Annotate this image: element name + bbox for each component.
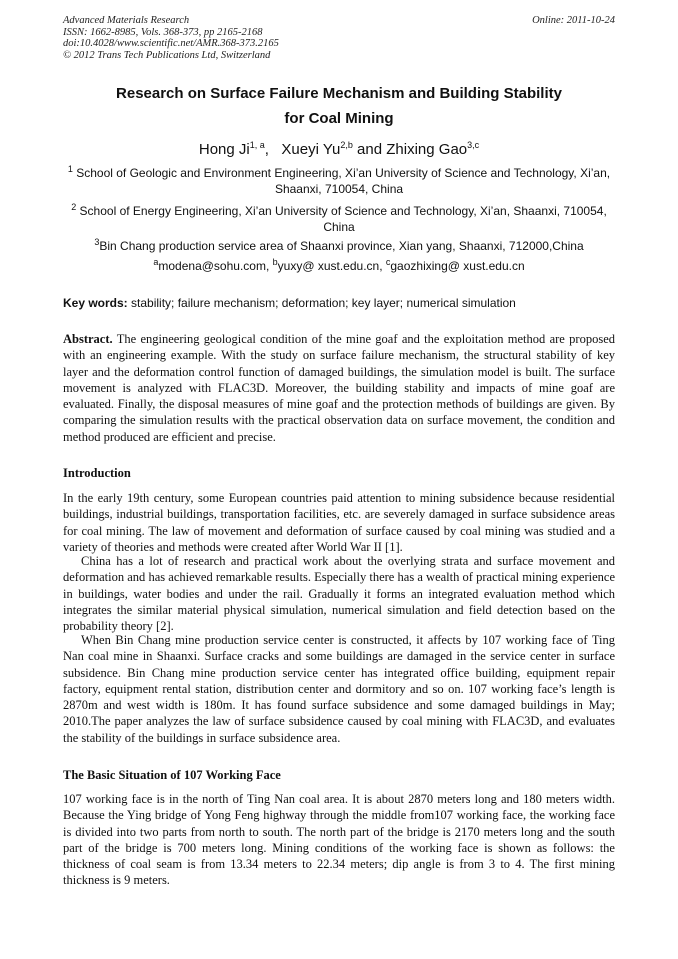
journal-doi[interactable]: doi:10.4028/www.scientific.net/AMR.368-373.2165	[63, 38, 279, 49]
email-address[interactable]: yuxy@ xust.edu.cn,	[277, 259, 386, 273]
intro-paragraph-2: China has a lot of research and practical work about the overlying strata and surface movement and deformation and has achieved remarkable results. Especially there has a wealth of practical mining experience in buildings, water bodies and under the rail. Gradually it forms an integrated evaluation method which integrates the similar material physical simulation, numerical simulation and field detection based on the probability theory [2].	[63, 554, 615, 634]
journal-name: Advanced Materials Research	[63, 15, 190, 26]
email-address[interactable]: gaozhixing@ xust.edu.cn	[390, 259, 525, 273]
affiliation-mark: 1	[67, 164, 73, 174]
author-name: Zhixing Gao	[386, 141, 468, 158]
email-list	[63, 258, 615, 274]
author-list	[63, 141, 615, 159]
paper-title	[63, 81, 615, 131]
intro-paragraph-3: When Bin Chang mine production service center is constructed, it affects by 107 working face of Ting Nan coal mine in Shaanxi. Surface cracks and some buildings are damaged in the service center in surface subsidence. Bin Chang mine production service center has integrated office building, equipment repair factory, equipment rental station, distribution center and dormitory and so on. 107 working face’s length is 2870m and west width is 180m. It has found surface subsidence and some damaged buildings in May; 2010.The paper analyzes the law of surface subsidence caused by coal mining with FLAC3D, and evaluates the stability of the buildings in surface subsidence area.	[63, 633, 615, 745]
intro-paragraph-1: In the early 19th century, some European countries paid attention to mining subsidence because residential buildings, industrial buildings, transportation facilities, etc. are severely damaged in surface subsidence areas for coal mining. The law of movement and deformation of surface caused by coal mining was studied and a variety of theories and methods were created after World War II [1].	[63, 491, 615, 554]
affiliation-text: Bin Chang production service area of Shaanxi province, Xian yang, Shaanxi, 712000,China	[99, 239, 584, 253]
abstract-label: Abstract.	[63, 332, 113, 346]
affiliation-mark: 3	[94, 237, 100, 247]
title-line-1: Research on Surface Failure Mechanism and Building Stability	[116, 85, 562, 102]
section-heading-introduction: Introduction	[63, 466, 131, 480]
author-name: Hong Ji	[198, 141, 250, 158]
affiliation-3	[63, 238, 615, 254]
keywords-label: Key words:	[63, 296, 128, 310]
journal-copyright: © 2012 Trans Tech Publications Ltd, Switzerland	[63, 49, 271, 61]
section-heading-working-face: The Basic Situation of 107 Working Face	[63, 768, 281, 782]
keywords-text: stability; failure mechanism; deformation; key layer; numerical simulation	[127, 296, 516, 310]
affiliation-2	[63, 203, 615, 235]
author-affiliation-mark: 3,c	[467, 140, 480, 150]
affiliation-1	[63, 165, 615, 197]
author-affiliation-mark: 2,b	[340, 140, 353, 150]
author-affiliation-mark: 1, a	[249, 140, 265, 150]
author-separator: ,	[264, 141, 282, 158]
online-date: Online: 2011-10-24	[532, 15, 615, 26]
title-line-2: for Coal Mining	[284, 110, 394, 127]
author-name: Xueyi Yu	[281, 141, 341, 158]
abstract	[63, 331, 615, 445]
abstract-text: The engineering geological condition of the mine goaf and the exploitation method are proposed with an engineering example. With the study on surface failure mechanism, the structural stability of key layer and the deformation control function of damaged buildings, the simulation model is built. The surface movement is analyzed with FLAC3D. Moreover, the building stability and impacts of mine goaf are evaluated. Finally, the disposal measures of mine goaf and the protection methods of buildings are given. By comparing the simulation results with the practical observation data on surface movement, the condition and method produced are efficient and precise.	[63, 332, 615, 444]
author-separator: and	[352, 141, 387, 158]
working-face-paragraph: 107 working face is in the north of Ting Nan coal area. It is about 2870 meters long and 180 meters width. Because the Ying bridge of Yong Feng highway through the middle from107 working face, the working face is divided into two parts from north to south. The north part of the bridge is 2170 meters long and the south part of the bridge is 700 meters long. Mining conditions of the working face is shown as follows: the thickness of coal seam is from 13.34 meters to 22.34 meters; dip angle is from 3 to 4. The first mining thickness is 9 meters.	[63, 792, 615, 888]
journal-header	[63, 15, 615, 61]
affiliation-text: School of Energy Engineering, Xi’an University of Science and Technology, Xi’an, Shaanxi, 710054, China	[76, 204, 607, 234]
email-mark: b	[272, 257, 278, 267]
email-mark: a	[153, 257, 159, 267]
keywords	[63, 295, 615, 311]
email-address[interactable]: modena@sohu.com,	[158, 259, 273, 273]
affiliation-mark: 2	[71, 202, 77, 212]
journal-issn: ISSN: 1662-8985, Vols. 368-373, pp 2165-2168	[63, 26, 263, 38]
email-mark: c	[385, 257, 391, 267]
affiliation-text: School of Geologic and Environment Engineering, Xi’an University of Science and Technology, Xi’an, Shaanxi, 710054, China	[72, 166, 611, 196]
